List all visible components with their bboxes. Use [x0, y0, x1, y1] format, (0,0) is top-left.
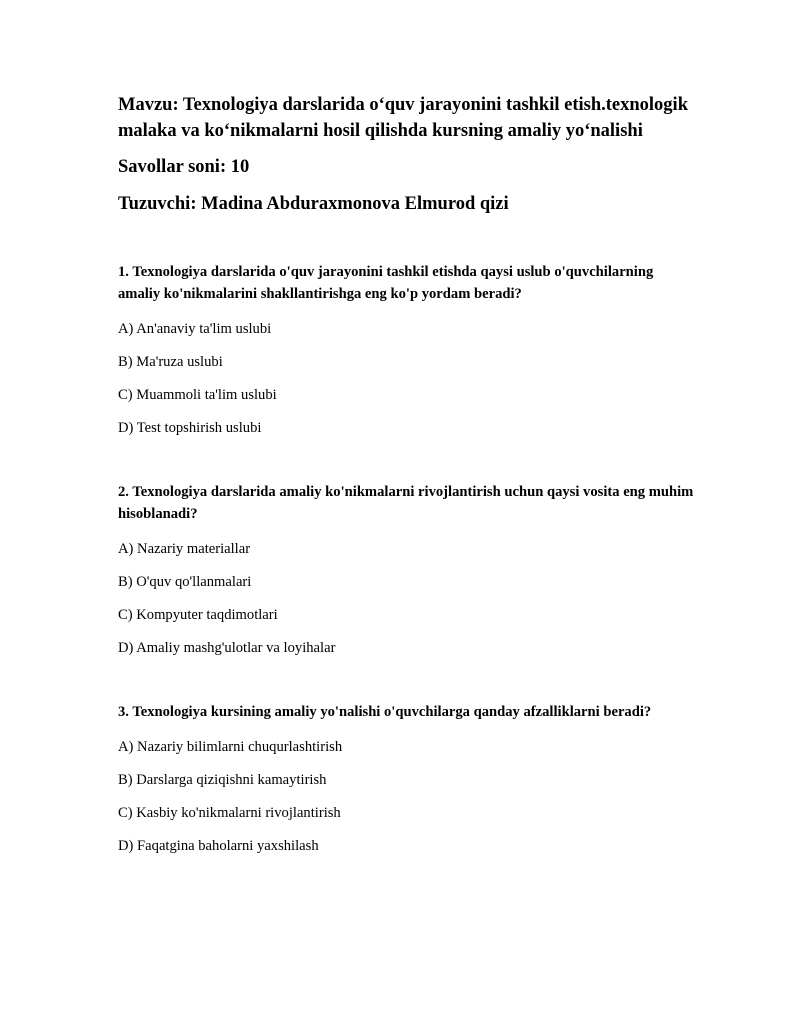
answer-option-d: D) Amaliy mashg'ulotlar va loyihalar [118, 640, 336, 656]
document-page [118, 93, 698, 856]
answer-option-a: A) Nazariy bilimlarni chuqurlashtirish [118, 739, 343, 755]
question-text: 3. Texnologiya kursining amaliy yo'nalishi o'quvchilarga qanday afzalliklarni beradi? [118, 704, 652, 720]
document-title: Mavzu: Texnologiya darslarida o‘quv jarayonini tashkil etish.texnologik malaka va ko‘nikmalarni hosil qilishda kursning amaliy yo‘nalishi [118, 95, 688, 141]
question-3 [118, 701, 698, 856]
answer-option-c: C) Kompyuter taqdimotlari [118, 607, 278, 623]
answer-option-b: B) O'quv qo'llanmalari [118, 574, 252, 590]
question-2 [118, 481, 698, 658]
question-text: 1. Texnologiya darslarida o'quv jarayonini tashkil etishda qaysi uslub o'quvchilarning amaliy ko'nikmalarini shakllantirishga eng ko'p yordam beradi? [118, 264, 654, 302]
answer-option-c: C) Kasbiy ko'nikmalarni rivojlantirish [118, 805, 341, 821]
question-count: Savollar soni: 10 [118, 157, 250, 177]
question-1 [118, 261, 698, 438]
answer-option-b: B) Darslarga qiziqishni kamaytirish [118, 772, 327, 788]
answer-option-a: A) An'anaviy ta'lim uslubi [118, 321, 272, 337]
author-line: Tuzuvchi: Madina Abduraxmonova Elmurod qizi [118, 193, 509, 214]
answer-option-a: A) Nazariy materiallar [118, 541, 251, 557]
answer-option-c: C) Muammoli ta'lim uslubi [118, 387, 277, 403]
answer-option-d: D) Test topshirish uslubi [118, 420, 262, 436]
question-text: 2. Texnologiya darslarida amaliy ko'nikmalarni rivojlantirish uchun qaysi vosita eng muhim hisoblanadi? [118, 484, 694, 522]
answer-option-b: B) Ma'ruza uslubi [118, 354, 223, 370]
answer-option-d: D) Faqatgina baholarni yaxshilash [118, 838, 319, 854]
